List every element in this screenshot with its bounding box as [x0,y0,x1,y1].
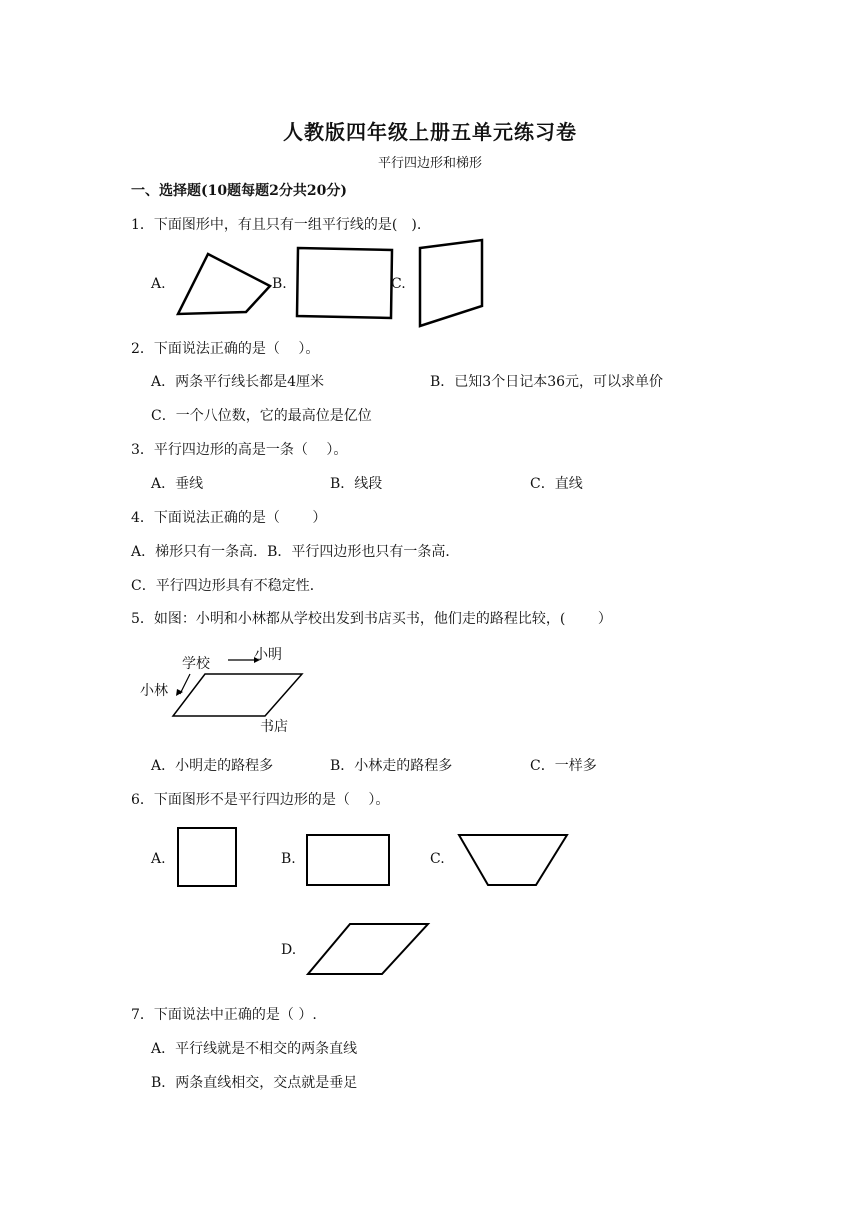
q1-shape-a-quadrilateral [170,248,280,318]
q6-label-b: B. [281,851,296,867]
q5-label-bookstore: 书店 [260,719,288,735]
question-2-text: 2．下面说法正确的是（ ）。 [131,341,320,357]
q6-shape-c-trapezoid [456,832,572,890]
q5-option-b: B．小林走的路程多 [330,758,453,774]
q2-option-c: C．一个八位数，它的最高位是亿位 [151,408,372,424]
page-subtitle: 平行四边形和梯形 [377,156,482,171]
q3-option-a: A．垂线 [151,476,204,492]
q1-label-a: A. [151,276,166,292]
q6-shape-b-rectangle [303,831,393,889]
q7-option-b: B．两条直线相交，交点就是垂足 [151,1075,358,1091]
q1-label-b: B. [272,276,287,292]
q6-shape-d-parallelogram [304,920,434,980]
q1-label-c: C. [391,276,406,292]
q3-option-c: C．直线 [530,476,583,492]
page-title: 人教版四年级上册五单元练习卷 [283,120,577,144]
question-3-text: 3．平行四边形的高是一条（ ）。 [131,442,348,458]
q4-option-ab: A．梯形只有一条高．B．平行四边形也只有一条高． [131,544,460,560]
q1-shape-b-rectangle [290,246,400,326]
q5-label-school: 学校 [182,656,210,672]
q7-option-a: A．平行线就是不相交的两条直线 [151,1041,358,1057]
q6-label-d: D. [281,942,297,958]
q6-label-a: A. [151,851,166,867]
q5-option-c: C．一样多 [530,758,597,774]
section-heading: 一、选择题(10题每题2分共20分) [131,183,347,199]
q5-option-a: A．小明走的路程多 [151,758,274,774]
question-7-text: 7．下面说法中正确的是（ ）. [131,1007,317,1023]
q5-label-xiaoming: 小明 [254,647,282,663]
question-1-text: 1．下面图形中，有且只有一组平行线的是( ). [131,217,422,233]
q4-option-c: C．平行四边形具有不稳定性． [131,578,324,594]
q2-option-b: B．已知3个日记本36元，可以求单价 [430,374,664,390]
question-4-text: 4．下面说法正确的是（ ） [131,510,327,526]
q6-label-c: C. [430,851,445,867]
question-6-text: 6．下面图形不是平行四边形的是（ ）。 [131,792,390,808]
q1-shape-c-trapezoid [410,238,490,334]
q5-label-xiaolin: 小林 [140,683,168,699]
q6-shape-a-square [174,824,244,892]
q3-option-b: B．线段 [330,476,383,492]
q2-option-a: A．两条平行线长都是4厘米 [151,374,325,390]
question-5-text: 5．如图：小明和小林都从学校出发到书店买书，他们走的路程比较，( ） [131,611,612,627]
